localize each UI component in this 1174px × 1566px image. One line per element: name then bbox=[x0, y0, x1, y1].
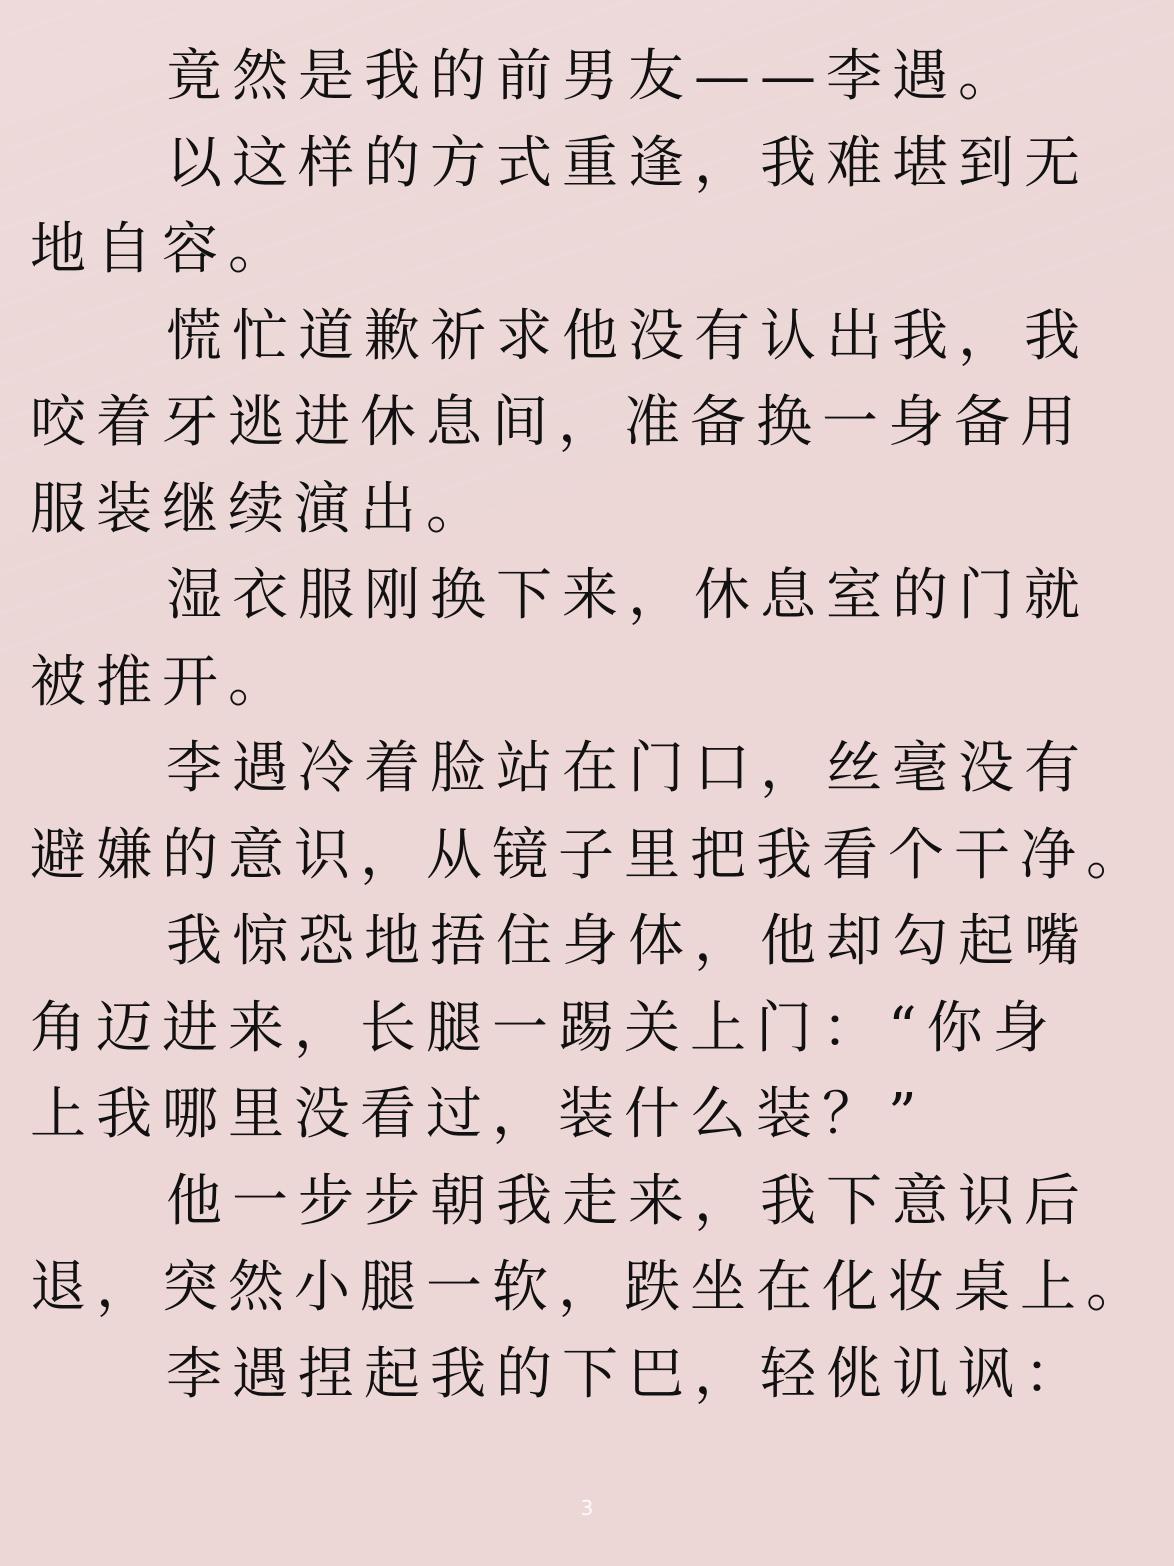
text-line: 咬着牙逃进休息间，准备换一身备用 bbox=[30, 390, 1086, 455]
text-line: 李遇冷着脸站在门口，丝毫没有 bbox=[166, 736, 1090, 801]
page-number: 3 bbox=[580, 1496, 594, 1520]
text-line: 被推开。 bbox=[30, 649, 294, 715]
text-line: 退，突然小腿一软，跌坐在化妆桌上。 bbox=[30, 1255, 1152, 1320]
text-line: 我惊恐地捂住身体，他却勾起嘴 bbox=[166, 909, 1090, 974]
text-line: 竟然是我的前男友——李遇。 bbox=[166, 44, 1024, 109]
text-line: 上我哪里没看过，装什么装？” bbox=[30, 1082, 927, 1147]
text-line: 他一步步朝我走来，我下意识后 bbox=[166, 1168, 1090, 1234]
text-line: 地自容。 bbox=[30, 217, 294, 282]
text-line: 以这样的方式重逢，我难堪到无 bbox=[166, 130, 1090, 196]
text-body bbox=[30, 34, 1152, 1418]
text-line: 服装继续演出。 bbox=[30, 476, 492, 542]
text-line: 角迈进来，长腿一踢关上门：“你身 bbox=[30, 995, 1059, 1061]
text-line: 慌忙道歉祈求他没有认出我，我 bbox=[166, 303, 1090, 369]
text-line: 避嫌的意识，从镜子里把我看个干净。 bbox=[30, 822, 1152, 888]
text-line: 李遇捏起我的下巴，轻佻讥讽： bbox=[166, 1341, 1090, 1407]
text-line: 湿衣服刚换下来，休息室的门就 bbox=[166, 563, 1090, 628]
